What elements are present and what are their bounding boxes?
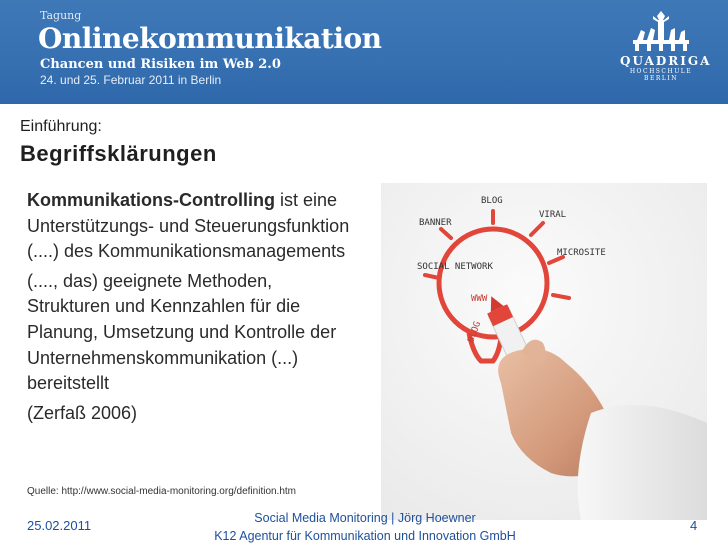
header-subtitle: Chancen und Risiken im Web 2.0 [40, 57, 281, 72]
definition-part-1: ist eine Unterstützungs- und Steuerungsfunktion (....) des Kommunikationsmanagements [27, 190, 350, 262]
photo-label-blog-2: BLOG [466, 320, 484, 345]
logo-brand: QUADRIGA [620, 54, 712, 68]
photo-label-blog: BLOG [481, 196, 503, 206]
social-media-sketch-image [381, 183, 707, 520]
footer-date: 25.02.2011 [27, 518, 92, 533]
quadriga-emblem-icon [629, 10, 693, 52]
definition-term: Kommunikations-Controlling [27, 190, 275, 210]
definition-text [27, 188, 357, 426]
section-label: Einführung: [20, 118, 102, 135]
header-overline: Tagung [40, 9, 82, 22]
hand-drawing-photo [381, 183, 707, 520]
photo-label-viral: VIRAL [539, 210, 567, 220]
header-dates: 24. und 25. Februar 2011 in Berlin [40, 73, 222, 87]
footer-credits [180, 509, 550, 545]
logo-line-2: HOCHSCHULE [629, 68, 693, 75]
footer-line-1: Social Media Monitoring | Jörg Hoewner [254, 511, 476, 525]
header-title: Onlinekommunikation [38, 22, 382, 55]
definition-paragraph-2: (...., das) geeignete Methoden, Strukturen und Kennzahlen für die Planung, Umsetzung und Kontrolle der Unternehmenskommunikation (...) bereitstellt [27, 270, 337, 394]
source-note: Quelle: http://www.social-media-monitoring.org/definition.htm [27, 486, 297, 497]
logo-line-3: BERLIN [644, 75, 678, 82]
section-title: Begriffsklärungen [20, 141, 217, 166]
photo-label-banner: BANNER [419, 218, 452, 228]
footer-line-2: K12 Agentur für Kommunikation und Innovation GmbH [214, 529, 516, 543]
page-number: 4 [690, 518, 698, 533]
header-banner [0, 0, 728, 104]
photo-label-www: WWW [471, 294, 488, 304]
definition-paragraph-1 [27, 188, 357, 265]
citation: (Zerfaß 2006) [27, 402, 138, 423]
quadriga-logo [620, 10, 712, 96]
photo-label-microsite: MICROSITE [557, 248, 606, 258]
photo-label-social: SOCIAL NETWORK [417, 262, 493, 272]
